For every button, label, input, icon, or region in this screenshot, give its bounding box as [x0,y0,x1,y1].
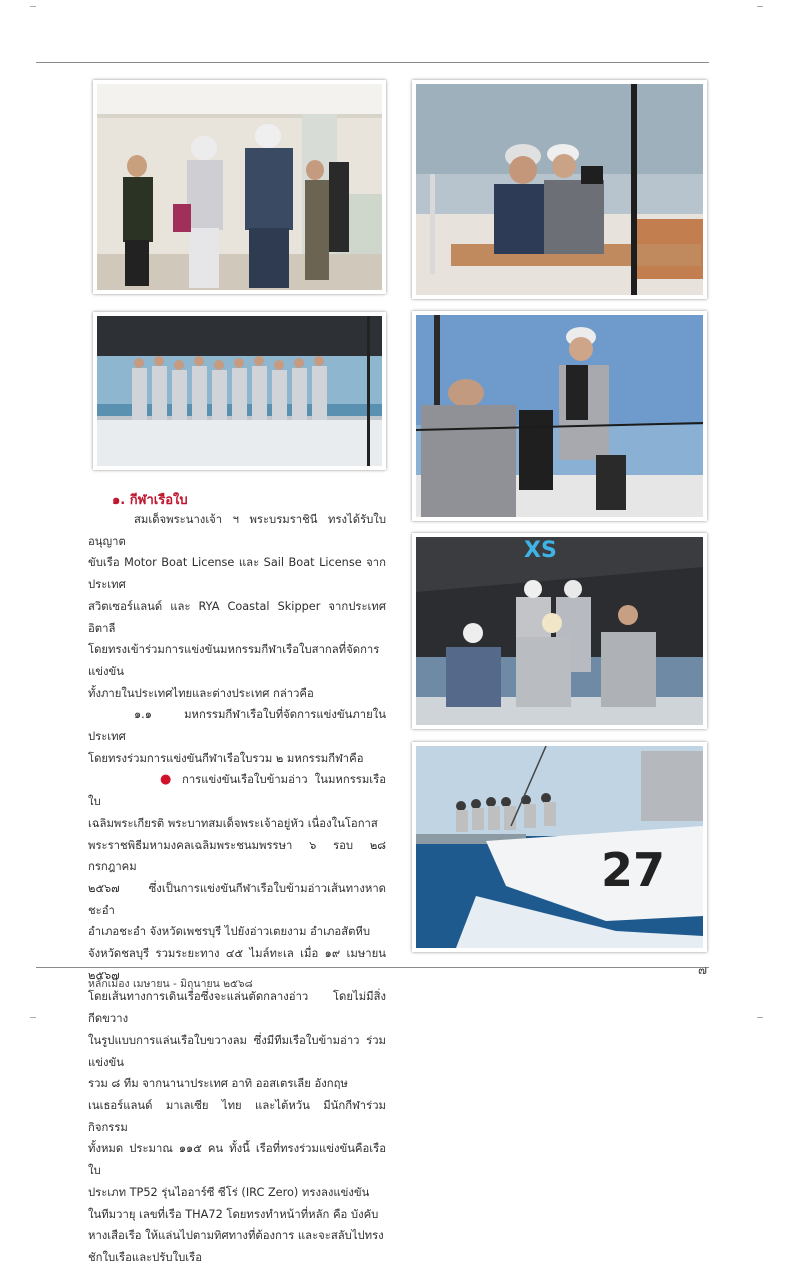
paragraph-line: ทั้งหมด ประมาณ ๑๑๕ คน ทั้งนี้ เรือที่ทรงร่วมแข่งขันคือเรือใบ [88,1142,386,1178]
page-number: ๗ [697,963,707,977]
photo-racing-yacht [412,742,707,952]
paragraph-line: หางเสือเรือ ให้แล่นไปตามทิศทางที่ต้องการ และจะสลับไปทรง [88,1229,384,1243]
footer-publication: หลักเมือง เมษายน - มิถุนายน ๒๕๖๘ [88,978,253,990]
photo-yacht-closeup [412,80,707,299]
paragraph-line: ในทีมวายุ เลขที่เรือ THA72 โดยทรงทำหน้าที่หลัก คือ บังคับ [88,1207,379,1221]
bullet-paragraph-line [88,769,386,812]
top-rule [36,62,709,63]
paragraph-line: เนเธอร์แลนด์ มาเลเซีย ไทย และไต้หวัน มีนักกีฬาร่วมกิจกรรม [88,1098,386,1134]
crop-mark [757,6,763,7]
hull-number: 27 [601,843,666,897]
paragraph-line: ประเภท TP52 รุ่นไออาร์ซี ซีโร่ (IRC Zero) ทรงลงแข่งขัน [88,1185,370,1199]
paragraph-line: ทั้งภายในประเทศไทยและต่างประเทศ กล่าวคือ [88,686,314,700]
paragraph-line: ในรูปแบบการแล่นเรือใบขวางลม ซึ่งมีทีมเรือใบข้ามอ่าว ร่วมแข่งขัน [88,1033,386,1069]
photo-crew-on-deck [412,533,707,729]
paragraph-line: โดยทรงร่วมการแข่งขันกีฬาเรือใบรวม ๒ มหกรรมกีฬาคือ [88,751,364,765]
paragraph-line: รวม ๘ ทีม จากนานาประเทศ อาทิ ออสเตรเลีย อังกฤษ [88,1077,348,1091]
section-heading: ๑. กีฬาเรือใบ [112,493,188,508]
crop-mark [30,6,36,7]
crop-mark [757,1017,763,1018]
paragraph-line: จังหวัดชลบุรี รวมระยะทาง ๔๕ ไมล์ทะเล เมื่อ ๑๙ เมษายน ๒๕๖๗ [88,947,386,982]
photo-officials-walking [93,80,386,294]
paragraph-line: โดยเส้นทางการเดินเรือซึ่งจะแล่นตัดกลางอ่าว โดยไม่มีสิ่งกีดขวาง [88,990,386,1026]
paragraph-line: สวิตเซอร์แลนด์ และ RYA Coastal Skipper จากประเทศอิตาลี [88,599,386,635]
paragraph-line: ๑.๑ มหกรรมกีฬาเรือใบที่จัดการแข่งขันภายในประเทศ [88,708,386,744]
paragraph-line: สมเด็จพระนางเจ้า ฯ พระบรมราชินี ทรงได้รับใบอนุญาต [88,513,386,548]
photo-at-helm [412,311,707,521]
paragraph-line: การแข่งขันเรือใบข้ามอ่าว ในมหกรรมเรือใบ [88,773,386,809]
paragraph-line: ๒๕๖๗ ซึ่งเป็นการแข่งขันกีฬาเรือใบข้ามอ่าวเส้นทางหาดชะอำ [88,881,386,917]
paragraph-line: ขับเรือ Motor Boat License และ Sail Boat License จากประเทศ [88,556,386,592]
paragraph-line: โดยทรงเข้าร่วมการแข่งขันมหกรรมกีฬาเรือใบสากลที่จัดการแข่งขัน [88,643,380,678]
paragraph-line: เฉลิมพระเกียรติ พระบาทสมเด็จพระเจ้าอยู่หัว เนื่องในโอกาส [88,816,378,830]
paragraph-line: อำเภอชะอำ จังหวัดเพชรบุรี ไปยังอ่าวเตยงาม อำเภอสัตหีบ [88,925,371,939]
paragraph-line: พระราชพิธีมหามงคลเฉลิมพระชนมพรรษา ๖ รอบ ๒๘ กรกฎาคม [88,838,386,874]
bottom-rule [36,967,709,968]
body-text [88,509,386,1269]
photo-crew-celebrating [93,312,386,470]
sail-text: XS [524,538,557,563]
bullet-dot-icon: ● [160,772,175,788]
crop-mark [30,1017,36,1018]
paragraph-line: ชักใบเรือและปรับใบเรือ [88,1250,202,1264]
